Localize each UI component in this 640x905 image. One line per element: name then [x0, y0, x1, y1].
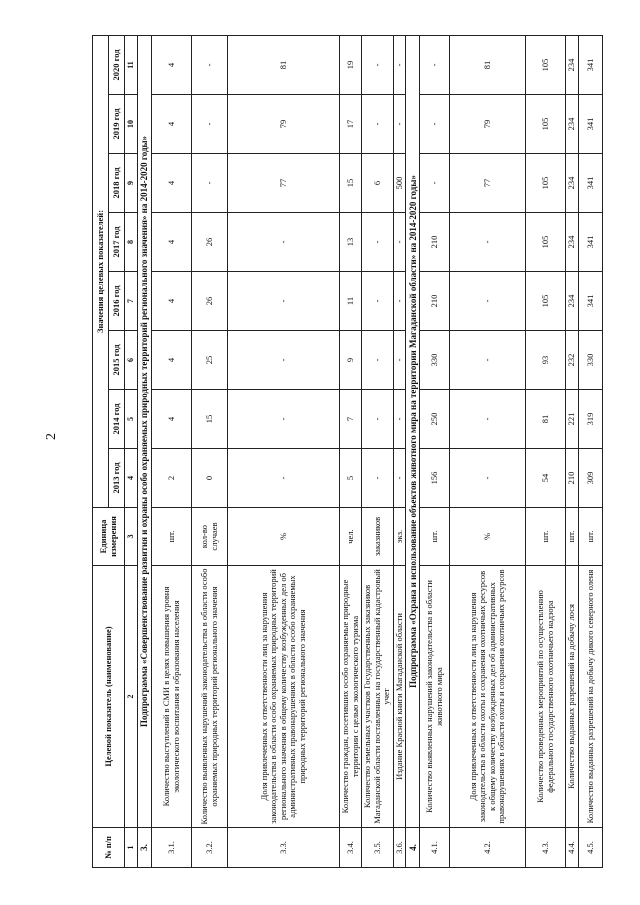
value-cell: 210 — [566, 449, 579, 508]
value-cell: - — [362, 272, 394, 331]
value-cell: 210 — [420, 213, 450, 272]
value-cell: 81 — [450, 35, 526, 94]
value-cell: 11 — [340, 272, 362, 331]
row-num: 3.4. — [340, 828, 362, 868]
rotated-table-container — [92, 36, 602, 868]
value-cell: 234 — [566, 95, 579, 154]
value-cell: 309 — [579, 449, 603, 508]
table-row — [450, 35, 526, 867]
value-cell: 26 — [192, 213, 228, 272]
indicator-name: Издание Красной книги Магаданской области — [393, 566, 406, 828]
value-cell: - — [393, 331, 406, 390]
column-index: 6 — [125, 331, 138, 390]
value-cell: - — [450, 272, 526, 331]
value-cell: 341 — [579, 95, 603, 154]
value-cell: 9 — [340, 331, 362, 390]
value-cell: 15 — [340, 154, 362, 213]
column-index: 2 — [125, 566, 138, 828]
value-cell: 105 — [526, 95, 566, 154]
indicator-name: Количество выступлений в СМИ в целях повышения уровня экологического воспитания и образования населения — [152, 566, 192, 828]
table-row — [526, 35, 566, 867]
header-year: 2019 год — [109, 95, 125, 154]
column-index: 11 — [125, 35, 138, 94]
value-cell: - — [420, 154, 450, 213]
value-cell: 81 — [526, 390, 566, 449]
value-cell: 221 — [566, 390, 579, 449]
value-cell: 500 — [393, 154, 406, 213]
table-row — [579, 35, 603, 867]
header-indicator: Целевой показатель (наименование) — [93, 566, 125, 828]
column-index: 9 — [125, 154, 138, 213]
header-num: № п/п — [93, 828, 125, 868]
column-index: 3 — [125, 508, 138, 566]
unit-cell: шт. — [566, 508, 579, 566]
indicator-name: Количество земельных участков Государственных заказников Магаданской области поставленных на государственный кадастровый учет — [362, 566, 394, 828]
section-num: 3. — [138, 828, 152, 868]
row-num: 3.5. — [362, 828, 394, 868]
column-index: 1 — [125, 828, 138, 868]
header-year: 2016 год — [109, 272, 125, 331]
row-num: 4.2. — [450, 828, 526, 868]
value-cell: 234 — [566, 35, 579, 94]
header-unit: Единица измерения — [93, 508, 125, 566]
indicator-name: Доля привлеченных к ответственности лиц за нарушения законодательства в области особо охраняемых природных территорий регионального значения в общему количеству возбужденных дел об административных правонарушениях в области особо охраняемых природных территорий регионального значения — [228, 566, 340, 828]
row-num: 4.1. — [420, 828, 450, 868]
value-cell: - — [362, 95, 394, 154]
value-cell: 15 — [192, 390, 228, 449]
value-cell: - — [450, 213, 526, 272]
value-cell: 17 — [340, 95, 362, 154]
value-cell: - — [362, 213, 394, 272]
unit-cell: % — [450, 508, 526, 566]
header-year: 2017 год — [109, 213, 125, 272]
unit-cell: шт. — [420, 508, 450, 566]
value-cell: - — [192, 95, 228, 154]
value-cell: 234 — [566, 272, 579, 331]
header-year: 2014 год — [109, 390, 125, 449]
value-cell: - — [393, 95, 406, 154]
value-cell: 156 — [420, 449, 450, 508]
header-values-group: Значения целевых показателей: — [93, 35, 109, 507]
indicator-name: Количество выявленных нарушений законодательства в области особо охраняемых природных территорий регионального значения — [192, 566, 228, 828]
header-year: 2018 год — [109, 154, 125, 213]
table-row — [340, 35, 362, 867]
value-cell: 4 — [152, 154, 192, 213]
column-index: 7 — [125, 272, 138, 331]
value-cell: - — [393, 213, 406, 272]
unit-cell: % — [228, 508, 340, 566]
table-row — [192, 35, 228, 867]
value-cell: 232 — [566, 331, 579, 390]
row-num: 4.5. — [579, 828, 603, 868]
value-cell: - — [393, 35, 406, 94]
value-cell: - — [420, 95, 450, 154]
indicator-name: Количество выданных разрешений на добычу дикого северного оленя — [579, 566, 603, 828]
unit-cell: шт. — [152, 508, 192, 566]
value-cell: - — [228, 390, 340, 449]
value-cell: 79 — [450, 95, 526, 154]
row-num: 4.4. — [566, 828, 579, 868]
section-title: Подпрограмма «Охрана и использование объектов животного мира на территории Магаданской области» на 2014-2020 годы» — [406, 35, 420, 827]
value-cell: - — [192, 154, 228, 213]
page-number: 2 — [44, 433, 59, 440]
section-title: Подпрограмма «Совершенствование развития и охраны особо охраняемых природных территорий регионального значения» на 2014-2020 годы» — [138, 35, 152, 827]
value-cell: - — [393, 390, 406, 449]
value-cell: 341 — [579, 272, 603, 331]
section-row — [406, 35, 420, 867]
table-row — [420, 35, 450, 867]
value-cell: 4 — [152, 95, 192, 154]
indicator-name: Количество выявленных нарушений законодательства в области животного мира — [420, 566, 450, 828]
value-cell: 13 — [340, 213, 362, 272]
value-cell: 2 — [152, 449, 192, 508]
column-index: 5 — [125, 390, 138, 449]
header-year: 2020 год — [109, 35, 125, 94]
value-cell: 250 — [420, 390, 450, 449]
row-num: 3.3. — [228, 828, 340, 868]
value-cell: - — [393, 449, 406, 508]
value-cell: 54 — [526, 449, 566, 508]
value-cell: - — [450, 331, 526, 390]
value-cell: 210 — [420, 272, 450, 331]
value-cell: 105 — [526, 154, 566, 213]
value-cell: 6 — [362, 154, 394, 213]
indicator-name: Количество граждан, посетивших особо охраняемые природные территории с целью экологического туризма — [340, 566, 362, 828]
value-cell: 234 — [566, 154, 579, 213]
unit-cell: шт. — [579, 508, 603, 566]
table-row — [152, 35, 192, 867]
value-cell: 4 — [152, 213, 192, 272]
column-index: 10 — [125, 95, 138, 154]
value-cell: 5 — [340, 449, 362, 508]
value-cell: 330 — [420, 331, 450, 390]
unit-cell: заказников — [362, 508, 394, 566]
value-cell: 26 — [192, 272, 228, 331]
unit-cell: кол-во случаев — [192, 508, 228, 566]
value-cell: 7 — [340, 390, 362, 449]
value-cell: 341 — [579, 154, 603, 213]
value-cell: - — [192, 35, 228, 94]
value-cell: - — [362, 390, 394, 449]
value-cell: 93 — [526, 331, 566, 390]
indicator-name: Количество проведенных мероприятий по осуществлению федерального государственного охотничьего надзора — [526, 566, 566, 828]
row-num: 3.1. — [152, 828, 192, 868]
unit-cell: экз. — [393, 508, 406, 566]
value-cell: 25 — [192, 331, 228, 390]
value-cell: - — [228, 331, 340, 390]
value-cell: - — [450, 390, 526, 449]
value-cell: - — [393, 272, 406, 331]
indicator-name: Количество выданных разрешений на добычу лося — [566, 566, 579, 828]
value-cell: 81 — [228, 35, 340, 94]
value-cell: 77 — [228, 154, 340, 213]
value-cell: - — [362, 449, 394, 508]
value-cell: - — [228, 272, 340, 331]
value-cell: 330 — [579, 331, 603, 390]
header-year: 2015 год — [109, 331, 125, 390]
column-index: 8 — [125, 213, 138, 272]
value-cell: 4 — [152, 272, 192, 331]
value-cell: 4 — [152, 390, 192, 449]
value-cell: 319 — [579, 390, 603, 449]
value-cell: 77 — [450, 154, 526, 213]
unit-cell: чел. — [340, 508, 362, 566]
header-year: 2013 год — [109, 449, 125, 508]
unit-cell: шт. — [526, 508, 566, 566]
value-cell: - — [362, 35, 394, 94]
value-cell: 105 — [526, 272, 566, 331]
row-num: 4.3. — [526, 828, 566, 868]
row-num: 3.6. — [393, 828, 406, 868]
table-row — [362, 35, 394, 867]
value-cell: - — [450, 449, 526, 508]
value-cell: 105 — [526, 213, 566, 272]
value-cell: 341 — [579, 213, 603, 272]
value-cell: 4 — [152, 331, 192, 390]
indicator-name: Доля привлеченных к ответственности лиц за нарушения законодательства в области охоты и сохранения охотничьих ресурсов к общему количеству возбужденных дел об административных правонарушениях в области охоты и сохранения охотничьих ресурсов — [450, 566, 526, 828]
section-num: 4. — [406, 828, 420, 868]
value-cell: 105 — [526, 35, 566, 94]
value-cell: - — [228, 213, 340, 272]
column-index: 4 — [125, 449, 138, 508]
value-cell: 0 — [192, 449, 228, 508]
table-row — [566, 35, 579, 867]
value-cell: 341 — [579, 35, 603, 94]
value-cell: 234 — [566, 213, 579, 272]
value-cell: 4 — [152, 35, 192, 94]
row-num: 3.2. — [192, 828, 228, 868]
table-row — [393, 35, 406, 867]
value-cell: - — [420, 35, 450, 94]
target-indicators-table — [92, 35, 603, 868]
value-cell: 79 — [228, 95, 340, 154]
value-cell: - — [362, 331, 394, 390]
table-row — [228, 35, 340, 867]
value-cell: - — [228, 449, 340, 508]
value-cell: 19 — [340, 35, 362, 94]
section-row — [138, 35, 152, 867]
